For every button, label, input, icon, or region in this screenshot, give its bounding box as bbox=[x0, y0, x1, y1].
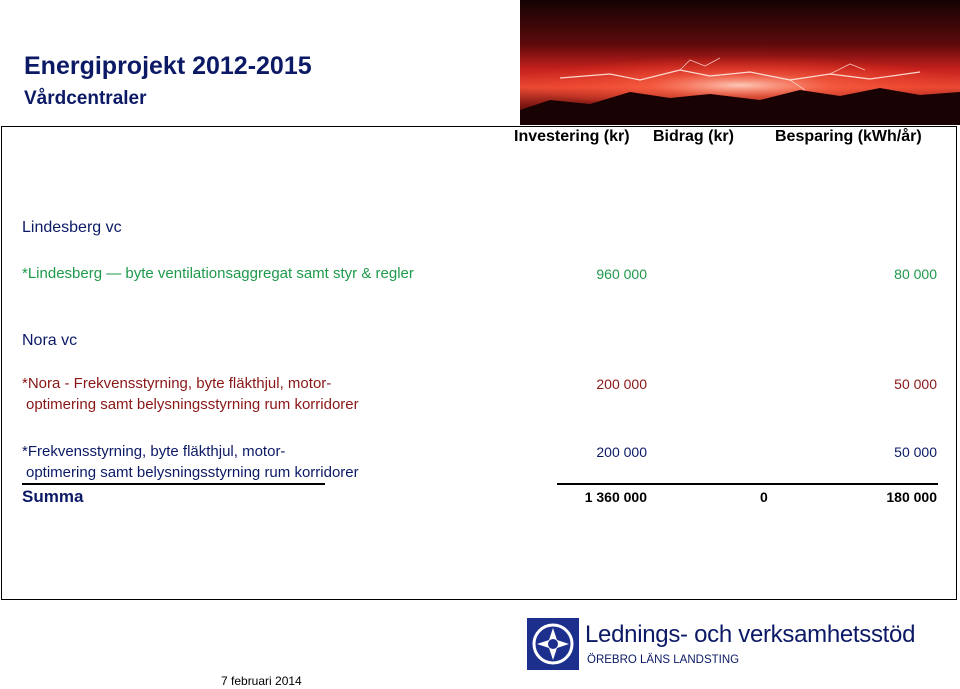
summa-investering: 1 360 000 bbox=[584, 489, 647, 505]
logo-name: Lednings- och verksamhetsstöd bbox=[585, 621, 916, 648]
row-line: optimering samt belysningsstyrning rum korridorer bbox=[26, 396, 359, 413]
summa-label: Summa bbox=[22, 487, 84, 506]
table-frame bbox=[1, 126, 957, 600]
summa-besparing: 180 000 bbox=[886, 489, 937, 505]
column-header-investering: Investering (kr) bbox=[514, 128, 630, 145]
page-subtitle: Vårdcentraler bbox=[24, 88, 147, 109]
value-besparing: 80 000 bbox=[894, 266, 937, 282]
page-title: Energiprojekt 2012-2015 bbox=[24, 52, 312, 80]
section-heading-lindesberg: Lindesberg vc bbox=[22, 219, 122, 236]
footer-date: 7 februari 2014 bbox=[221, 674, 302, 688]
summa-bidrag: 0 bbox=[760, 489, 768, 505]
value-besparing: 50 000 bbox=[894, 444, 937, 460]
lightning-sky-image bbox=[520, 0, 960, 125]
column-header-besparing: Besparing (kWh/år) bbox=[775, 128, 922, 145]
table-row-label bbox=[22, 373, 359, 415]
row-line: *Nora - Frekvensstyrning, byte fläkthjul, motor- bbox=[22, 375, 332, 392]
lightning-sky-graphic bbox=[520, 0, 960, 125]
row-line: *Lindesberg — byte ventilationsaggregat samt styr & regler bbox=[22, 265, 414, 282]
column-header-bidrag: Bidrag (kr) bbox=[653, 128, 734, 145]
table-row-label bbox=[22, 263, 414, 284]
divider-line bbox=[557, 483, 938, 485]
value-investering: 200 000 bbox=[596, 376, 647, 392]
table-row-label bbox=[22, 441, 359, 483]
value-besparing: 50 000 bbox=[894, 376, 937, 392]
value-investering: 200 000 bbox=[596, 444, 647, 460]
row-line: optimering samt belysningsstyrning rum korridorer bbox=[26, 464, 359, 481]
row-line: *Frekvensstyrning, byte fläkthjul, motor- bbox=[22, 443, 286, 460]
logo-organization: ÖREBRO LÄNS LANDSTING bbox=[587, 654, 740, 666]
landsting-logo-icon bbox=[527, 618, 579, 670]
value-investering: 960 000 bbox=[596, 266, 647, 282]
divider-line bbox=[22, 483, 325, 485]
section-heading-nora: Nora vc bbox=[22, 332, 78, 349]
